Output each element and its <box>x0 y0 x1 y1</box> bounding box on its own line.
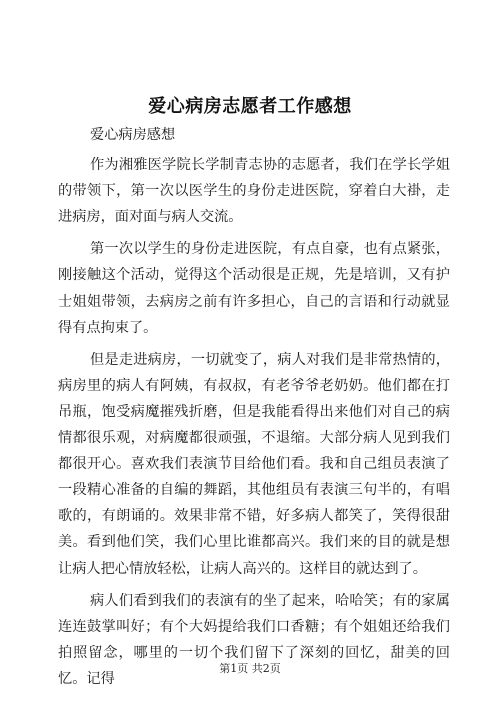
subtitle-paragraph: 爱心病房感想 <box>90 127 176 143</box>
body-paragraph: 第一次以学生的身份走进医院，有点自豪，也有点紧张，刚接触这个活动，觉得这个活动很是正规，先是培训，又有护士姐姐带领，去病房之前有许多担心，自己的言语和行动就显得有点拘束了。 <box>58 241 450 336</box>
body-paragraph: 但是走进病房，一切就变了，病人对我们是非常热情的，病房里的病人有阿姨，有叔叔，有老爷爷老奶奶。他们都在打吊瓶，饱受病魔摧残折磨，但是我能看得出来他们对自己的病情都很乐观，对病魔都很顽强，不退缩。大部分病人见到我们都很开心。喜欢我们表演节目给他们看。我和自己组员表演了一段精心准备的自编的舞蹈，其他组员有表演三句半的，有唱歌的，有朗诵的。效果非常不错，好多病人都笑了，笑得很甜美。看到他们笑，我们心里比谁都高兴。我们来的目的就是想让病人把心情放轻松，让病人高兴的。这样目的就达到了。 <box>58 351 450 577</box>
body-paragraph: 病人们看到我们的表演有的坐了起来，哈哈笑；有的家属连连鼓掌叫好；有个大妈提给我们口香糖；有个姐姐还给我们拍照留念，哪里的一切个我们留下了深刻的回忆，甜美的回忆。记得 <box>58 592 450 687</box>
document-title: 爱心病房志愿者工作感想 <box>148 96 352 117</box>
page-footer: 第1页 共2页 <box>219 662 281 675</box>
body-paragraph: 作为湘雅医学院长学制青志协的志愿者，我们在学长学姐的带领下，第一次以医学生的身份走进医院，穿着白大褂，走进病房，面对面与病人交流。 <box>58 157 450 226</box>
document-body <box>58 122 450 698</box>
